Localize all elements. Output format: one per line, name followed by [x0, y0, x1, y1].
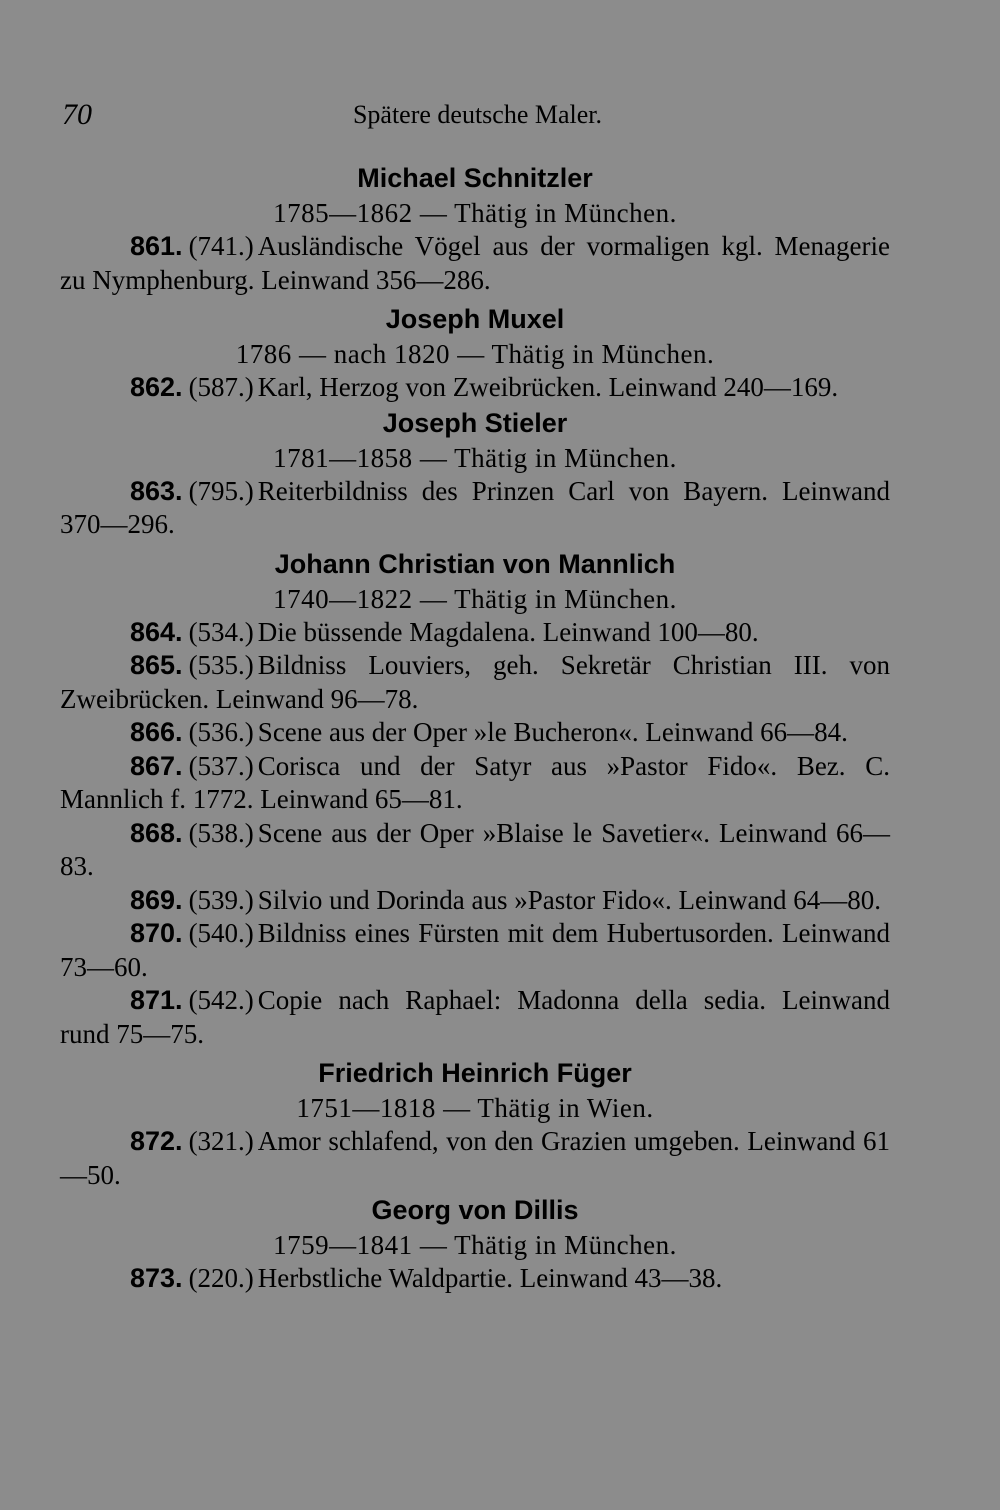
entry-text: Scene aus der Oper »Blaise le Savetier«. Leinwand 66—83. — [60, 817, 890, 881]
inventory-number: (741.) — [188, 231, 254, 261]
artist-dates: 1740—1822 — Thätig in München. — [273, 583, 677, 614]
entry-text: Amor schlafend, von den Grazien umgeben. Leinwand 61—50. — [60, 1126, 890, 1190]
catalog-entry — [60, 1262, 890, 1296]
entry-text: Herbstliche Waldpartie. Leinwand 43—38. — [257, 1263, 723, 1293]
inventory-number: (539.) — [188, 884, 254, 915]
artist-name: Michael Schnitzler — [357, 163, 593, 193]
catalog-entry — [60, 616, 890, 650]
entry-number: 870. — [130, 918, 183, 948]
inventory-number: (536.) — [188, 717, 254, 747]
page-number: 70 — [62, 98, 92, 131]
catalog-entry — [60, 917, 890, 984]
inventory-number: (535.) — [188, 650, 254, 680]
inventory-number: (540.) — [188, 918, 254, 948]
entry-number: 861. — [130, 231, 183, 261]
entry-text: Bildniss Louviers, geh. Sekretär Christian III. von Zweibrücken. Leinwand 96—78. — [60, 650, 890, 714]
entry-text: Ausländische Vögel aus der vormaligen kgl. Menagerie zu Nymphenburg. Leinwand 356—286. — [60, 231, 890, 295]
entry-text: Die büssende Magdalena. Leinwand 100—80. — [257, 616, 759, 647]
entry-number: 872. — [130, 1126, 183, 1156]
entry-text: Karl, Herzog von Zweibrücken. Leinwand 240—169. — [257, 372, 839, 402]
artist-section — [60, 1192, 890, 1296]
artist-dates: 1751—1818 — Thätig in Wien. — [296, 1093, 654, 1123]
entry-number: 868. — [130, 817, 183, 848]
catalog-entry — [60, 884, 890, 918]
artist-name: Joseph Stieler — [382, 407, 568, 438]
entry-number: 864. — [130, 616, 183, 647]
catalog-entry — [60, 230, 890, 297]
catalog-entry — [60, 984, 890, 1051]
artist-name: Joseph Muxel — [385, 304, 565, 334]
entry-number: 865. — [130, 650, 183, 680]
entry-number: 866. — [130, 717, 183, 747]
artist-name: Johann Christian von Mannlich — [274, 548, 676, 579]
entry-number: 862. — [130, 372, 183, 402]
entry-number: 867. — [130, 750, 183, 781]
artist-name: Georg von Dillis — [371, 1195, 579, 1225]
artist-dates: 1786 — nach 1820 — Thätig in München. — [235, 339, 715, 369]
artist-section — [60, 301, 890, 405]
inventory-number: (537.) — [188, 750, 254, 781]
entry-text: Corisca und der Satyr aus »Pastor Fido«. Bez. C. Mannlich f. 1772. Leinwand 65—81. — [60, 750, 890, 814]
catalog-entry — [60, 1125, 890, 1192]
entry-number: 863. — [130, 475, 183, 506]
catalog-entry — [60, 716, 890, 750]
catalog-entry — [60, 817, 890, 884]
entry-text: Bildniss eines Fürsten mit dem Hubertusorden. Leinwand 73—60. — [60, 918, 890, 982]
inventory-number: (538.) — [188, 817, 254, 848]
catalog-entry — [60, 750, 890, 817]
entry-text: Scene aus der Oper »le Bucheron«. Leinwand 66—84. — [257, 717, 848, 747]
artist-dates: 1759—1841 — Thätig in München. — [273, 1230, 677, 1260]
running-title: Spätere deutsche Maler. — [352, 100, 603, 129]
page-header — [0, 98, 1000, 138]
entry-number: 871. — [130, 985, 183, 1015]
inventory-number: (534.) — [188, 616, 254, 647]
artist-section — [60, 546, 890, 1052]
entry-text: Reiterbildniss des Prinzen Carl von Bayern. Leinwand 370—296. — [60, 475, 890, 539]
artist-dates: 1781—1858 — Thätig in München. — [273, 442, 677, 473]
inventory-number: (542.) — [188, 985, 254, 1015]
inventory-number: (321.) — [188, 1126, 254, 1156]
artist-dates: 1785—1862 — Thätig in München. — [273, 198, 677, 228]
catalog-entry — [60, 649, 890, 716]
inventory-number: (220.) — [188, 1263, 254, 1293]
artist-section — [60, 1055, 890, 1192]
entry-text: Copie nach Raphael: Madonna della sedia. Leinwand rund 75—75. — [60, 985, 890, 1049]
catalog-entry — [60, 475, 890, 542]
inventory-number: (795.) — [188, 475, 254, 506]
entry-text: Silvio und Dorinda aus »Pastor Fido«. Leinwand 64—80. — [257, 884, 882, 915]
inventory-number: (587.) — [188, 372, 254, 402]
artist-section — [60, 405, 890, 542]
artist-name: Friedrich Heinrich Füger — [318, 1058, 632, 1088]
catalog-entry — [60, 371, 890, 405]
entry-number: 873. — [130, 1263, 183, 1293]
entry-number: 869. — [130, 884, 183, 915]
artist-section — [60, 160, 890, 297]
catalog-content — [60, 160, 890, 1296]
